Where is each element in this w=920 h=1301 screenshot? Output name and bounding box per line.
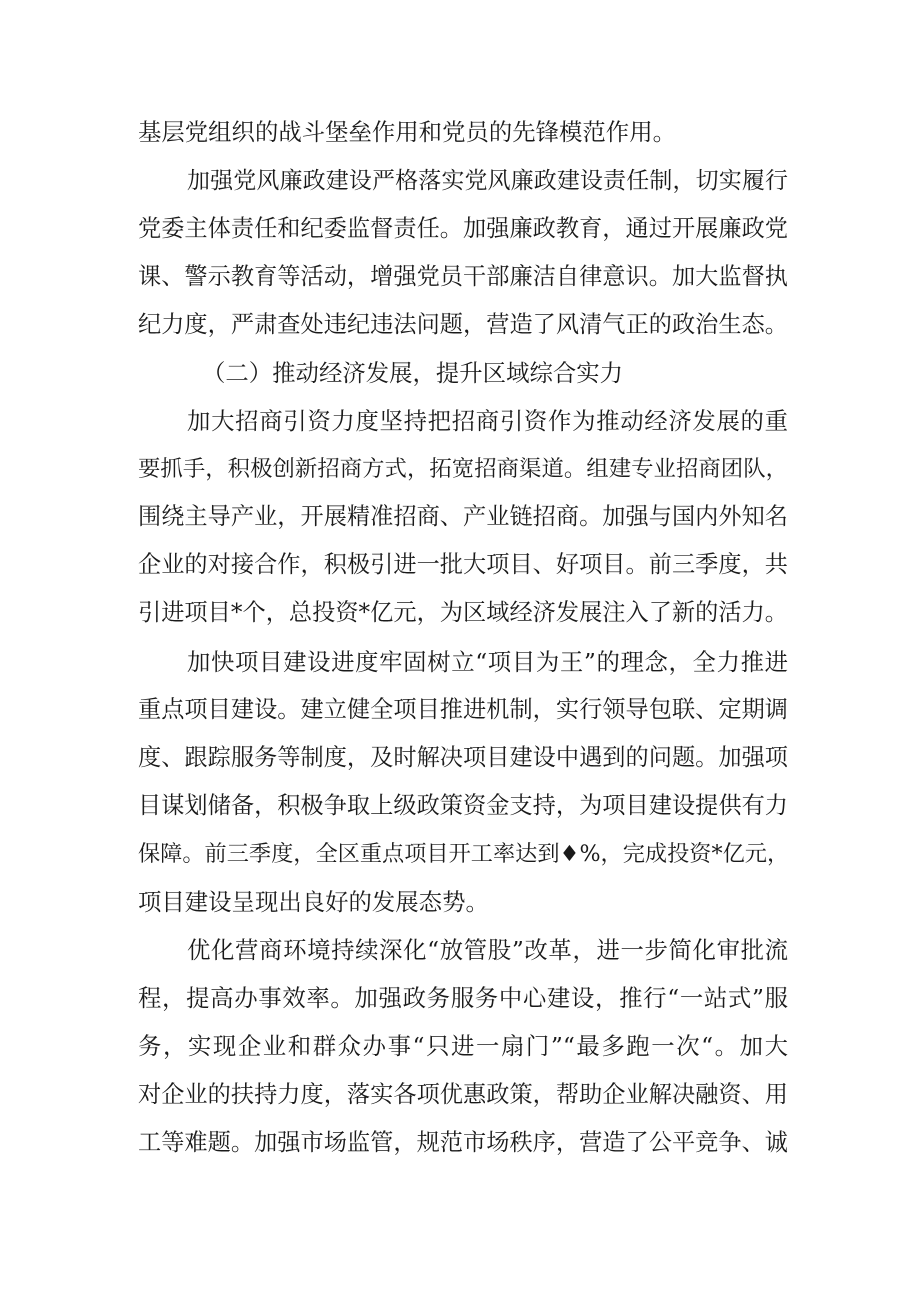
body-line: 对企业的扶持力度，落实各项优惠政策，帮助企业解决融资、用: [138, 1081, 788, 1108]
body-line: 目谋划储备，积极争取上级政策资金支持，为项目建设提供有力: [138, 792, 788, 819]
body-line: 基层党组织的战斗堡垒作用和党员的先锋模范作用。: [138, 118, 676, 146]
body-line: 保障。前三季度，全区重点项目开工率达到♦%，完成投资*亿元，: [138, 841, 790, 867]
body-line: 企业的对接合作，积极引进一批大项目、好项目。前三季度，共: [138, 551, 788, 578]
body-line: 要抓手，积极创新招商方式，拓宽招商渠道。组建专业招商团队，: [138, 456, 788, 482]
body-line: 程，提高办事效率。加强政务服务中心建设，推行“一站式”服: [138, 984, 788, 1012]
paragraph-first-line: 加快项目建设进度牢固树立“项目为王”的理念，全力推进: [187, 648, 788, 676]
body-line: 工等难题。加强市场监管，规范市场秩序，营造了公平竞争、诚: [138, 1129, 788, 1156]
body-line: 纪力度，严肃查处违纪违法问题，营造了风清气正的政治生态。: [138, 311, 788, 338]
body-line: 课、警示教育等活动，增强党员干部廉洁自律意识。加大监督执: [138, 263, 788, 290]
section-heading: （二）推动经济发展，提升区域综合实力: [202, 359, 624, 387]
body-line: 重点项目建设。建立健全项目推进机制，实行领导包联、定期调: [138, 696, 788, 723]
body-line: 务，实现企业和群众办事“只进一扇门”“最多跑一次“。加大: [138, 1032, 788, 1060]
body-line: 围绕主导产业，开展精准招商、产业链招商。加强与国内外知名: [138, 503, 788, 530]
paragraph-first-line: 加大招商引资力度坚持把招商引资作为推动经济发展的重: [187, 407, 788, 435]
body-line: 项目建设呈现出良好的发展态势。: [138, 888, 489, 916]
body-line: 党委主体责任和纪委监督责任。加强廉政教育，通过开展廉政党: [138, 215, 788, 242]
paragraph-first-line: 优化营商环境持续深化“放管股”改革，进一步简化审批流: [187, 936, 788, 964]
body-line: 度、跟踪服务等制度，及时解决项目建设中遇到的问题。加强项: [138, 744, 788, 771]
paragraph-first-line: 加强党风廉政建设严格落实党风廉政建设责任制，切实履行: [187, 168, 788, 194]
body-line: 引进项目*个，总投资*亿元，为区域经济发展注入了新的活力。: [138, 599, 788, 626]
